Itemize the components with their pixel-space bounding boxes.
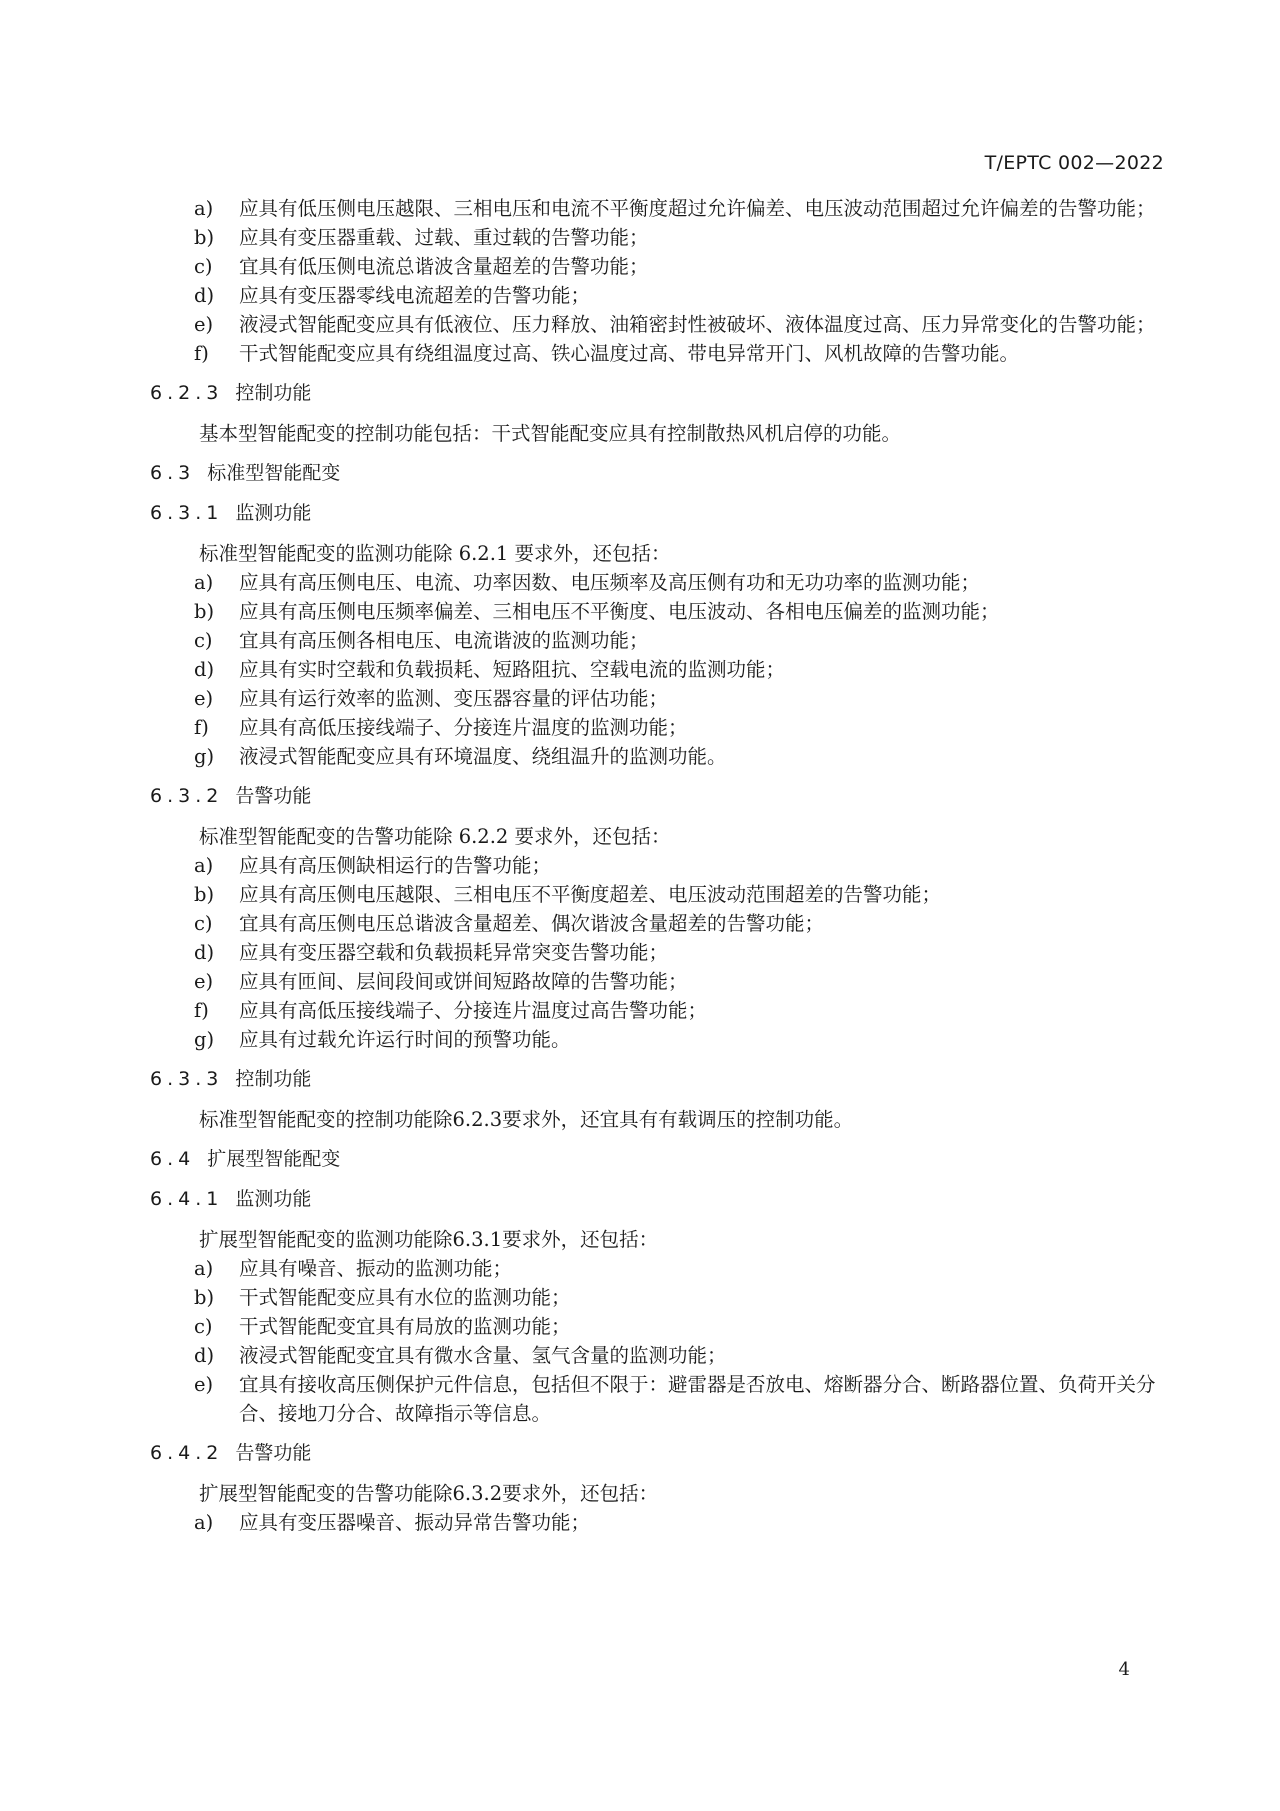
section-number: 6.4 bbox=[150, 1148, 196, 1170]
list-marker: e) bbox=[194, 687, 214, 710]
section-heading bbox=[150, 1439, 1160, 1468]
list-marker: e) bbox=[194, 313, 214, 336]
list-marker: e) bbox=[194, 970, 214, 993]
list-marker: f) bbox=[194, 342, 209, 365]
list-item bbox=[150, 597, 1160, 626]
section-heading bbox=[150, 499, 1160, 528]
list-item-text: 宜具有高压侧电压总谐波含量超差、偶次谐波含量超差的告警功能； bbox=[239, 912, 825, 935]
list-item bbox=[150, 1025, 1160, 1054]
list-marker: a) bbox=[194, 1257, 214, 1280]
list-item-text: 应具有变压器重载、过载、重过载的告警功能； bbox=[239, 226, 649, 249]
list-item-text: 应具有实时空载和负载损耗、短路阻抗、空载电流的监测功能； bbox=[239, 658, 786, 681]
list-marker: b) bbox=[194, 883, 215, 906]
list-marker: d) bbox=[194, 941, 215, 964]
list-item-text: 应具有高压侧电压、电流、功率因数、电压频率及高压侧有功和无功功率的监测功能； bbox=[239, 571, 981, 594]
document-body bbox=[150, 194, 1160, 1537]
list-marker: d) bbox=[194, 284, 215, 307]
list-marker: f) bbox=[194, 999, 209, 1022]
list-item bbox=[150, 880, 1160, 909]
list-marker: c) bbox=[194, 1315, 213, 1338]
list-item bbox=[150, 223, 1160, 252]
list-marker: b) bbox=[194, 226, 215, 249]
requirement-list bbox=[150, 194, 1160, 368]
page-number: 4 bbox=[1118, 1659, 1130, 1680]
list-item-text: 应具有低压侧电压越限、三相电压和电流不平衡度超过允许偏差、电压波动范围超过允许偏差的告警功能； bbox=[239, 197, 1156, 220]
section-heading bbox=[150, 379, 1160, 408]
list-item-text: 应具有变压器空载和负载损耗异常突变告警功能； bbox=[239, 941, 669, 964]
list-item-text: 应具有过载允许运行时间的预警功能。 bbox=[239, 1028, 571, 1051]
list-item bbox=[150, 909, 1160, 938]
list-item-text: 应具有高压侧电压越限、三相电压不平衡度超差、电压波动范围超差的告警功能； bbox=[239, 883, 942, 906]
section-heading bbox=[150, 1185, 1160, 1214]
list-item-text: 应具有运行效率的监测、变压器容量的评估功能； bbox=[239, 687, 669, 710]
requirement-list bbox=[150, 1254, 1160, 1428]
section-title: 控制功能 bbox=[235, 382, 312, 404]
list-item bbox=[150, 996, 1160, 1025]
list-marker: d) bbox=[194, 1344, 215, 1367]
list-marker: c) bbox=[194, 255, 213, 278]
list-marker: g) bbox=[194, 745, 215, 768]
list-marker: b) bbox=[194, 600, 215, 623]
section-title: 监测功能 bbox=[235, 502, 312, 524]
list-item bbox=[150, 310, 1160, 339]
list-item-text: 干式智能配变宜具有局放的监测功能； bbox=[239, 1315, 571, 1338]
list-item bbox=[150, 684, 1160, 713]
list-item bbox=[150, 1508, 1160, 1537]
paragraph: 标准型智能配变的监测功能除 6.2.1 要求外，还包括： bbox=[199, 542, 671, 565]
list-item bbox=[150, 194, 1160, 223]
list-item-text: 应具有变压器噪音、振动异常告警功能； bbox=[239, 1511, 591, 1534]
list-item bbox=[150, 655, 1160, 684]
section-number: 6.3.1 bbox=[150, 502, 224, 524]
list-item-text: 应具有匝间、层间段间或饼间短路故障的告警功能； bbox=[239, 970, 688, 993]
section-title: 告警功能 bbox=[235, 1442, 312, 1464]
list-marker: b) bbox=[194, 1286, 215, 1309]
list-item bbox=[150, 851, 1160, 880]
paragraph: 基本型智能配变的控制功能包括：干式智能配变应具有控制散热风机启停的功能。 bbox=[199, 422, 902, 445]
section-number: 6.3 bbox=[150, 462, 196, 484]
requirement-list bbox=[150, 851, 1160, 1054]
list-item bbox=[150, 1254, 1160, 1283]
list-item-text: 液浸式智能配变应具有环境温度、绕组温升的监测功能。 bbox=[239, 745, 727, 768]
list-marker: e) bbox=[194, 1373, 214, 1396]
list-marker: c) bbox=[194, 629, 213, 652]
list-marker: f) bbox=[194, 716, 209, 739]
list-marker: c) bbox=[194, 912, 213, 935]
list-marker: g) bbox=[194, 1028, 215, 1051]
list-item-text: 干式智能配变应具有绕组温度过高、铁心温度过高、带电异常开门、风机故障的告警功能。 bbox=[239, 342, 1020, 365]
list-item bbox=[150, 1370, 1160, 1428]
section-title: 控制功能 bbox=[235, 1068, 312, 1090]
list-marker: a) bbox=[194, 197, 214, 220]
section-title: 告警功能 bbox=[235, 785, 312, 807]
section-number: 6.4.1 bbox=[150, 1188, 224, 1210]
list-item bbox=[150, 252, 1160, 281]
section-title: 监测功能 bbox=[235, 1188, 312, 1210]
list-marker: d) bbox=[194, 658, 215, 681]
paragraph: 标准型智能配变的控制功能除6.2.3要求外，还宜具有有载调压的控制功能。 bbox=[199, 1108, 854, 1131]
list-item bbox=[150, 938, 1160, 967]
list-item bbox=[150, 1283, 1160, 1312]
section-title: 扩展型智能配变 bbox=[207, 1148, 341, 1170]
section-heading bbox=[150, 1145, 1160, 1174]
list-marker: a) bbox=[194, 854, 214, 877]
list-item-text: 宜具有接收高压侧保护元件信息，包括但不限于：避雷器是否放电、熔断器分合、断路器位置、负荷开关分合、接地刀分合、故障指示等信息。 bbox=[239, 1373, 1156, 1425]
list-item-text: 应具有噪音、振动的监测功能； bbox=[239, 1257, 513, 1280]
list-item bbox=[150, 967, 1160, 996]
list-item-text: 液浸式智能配变应具有低液位、压力释放、油箱密封性被破坏、液体温度过高、压力异常变化的告警功能； bbox=[239, 313, 1156, 336]
list-item bbox=[150, 1341, 1160, 1370]
list-item-text: 应具有高低压接线端子、分接连片温度过高告警功能； bbox=[239, 999, 708, 1022]
list-item bbox=[150, 281, 1160, 310]
section-number: 6.3.3 bbox=[150, 1068, 224, 1090]
list-item bbox=[150, 713, 1160, 742]
list-item-text: 干式智能配变应具有水位的监测功能； bbox=[239, 1286, 571, 1309]
section-number: 6.2.3 bbox=[150, 382, 224, 404]
section-heading bbox=[150, 459, 1160, 488]
standard-code: T/EPTC 002—2022 bbox=[984, 152, 1164, 174]
list-item-text: 宜具有低压侧电流总谐波含量超差的告警功能； bbox=[239, 255, 649, 278]
section-number: 6.4.2 bbox=[150, 1442, 224, 1464]
paragraph: 扩展型智能配变的告警功能除6.3.2要求外，还包括： bbox=[199, 1482, 659, 1505]
requirement-list bbox=[150, 568, 1160, 771]
list-item-text: 应具有高低压接线端子、分接连片温度的监测功能； bbox=[239, 716, 688, 739]
section-heading bbox=[150, 782, 1160, 811]
list-item bbox=[150, 742, 1160, 771]
list-item-text: 宜具有高压侧各相电压、电流谐波的监测功能； bbox=[239, 629, 649, 652]
list-item bbox=[150, 1312, 1160, 1341]
section-number: 6.3.2 bbox=[150, 785, 224, 807]
list-marker: a) bbox=[194, 1511, 214, 1534]
list-item bbox=[150, 339, 1160, 368]
list-marker: a) bbox=[194, 571, 214, 594]
list-item bbox=[150, 568, 1160, 597]
list-item-text: 应具有高压侧缺相运行的告警功能； bbox=[239, 854, 552, 877]
list-item-text: 液浸式智能配变宜具有微水含量、氢气含量的监测功能； bbox=[239, 1344, 727, 1367]
requirement-list bbox=[150, 1508, 1160, 1537]
paragraph: 标准型智能配变的告警功能除 6.2.2 要求外，还包括： bbox=[199, 825, 671, 848]
list-item-text: 应具有高压侧电压频率偏差、三相电压不平衡度、电压波动、各相电压偏差的监测功能； bbox=[239, 600, 1000, 623]
paragraph: 扩展型智能配变的监测功能除6.3.1要求外，还包括： bbox=[199, 1228, 659, 1251]
list-item bbox=[150, 626, 1160, 655]
section-title: 标准型智能配变 bbox=[207, 462, 341, 484]
section-heading bbox=[150, 1065, 1160, 1094]
list-item-text: 应具有变压器零线电流超差的告警功能； bbox=[239, 284, 591, 307]
